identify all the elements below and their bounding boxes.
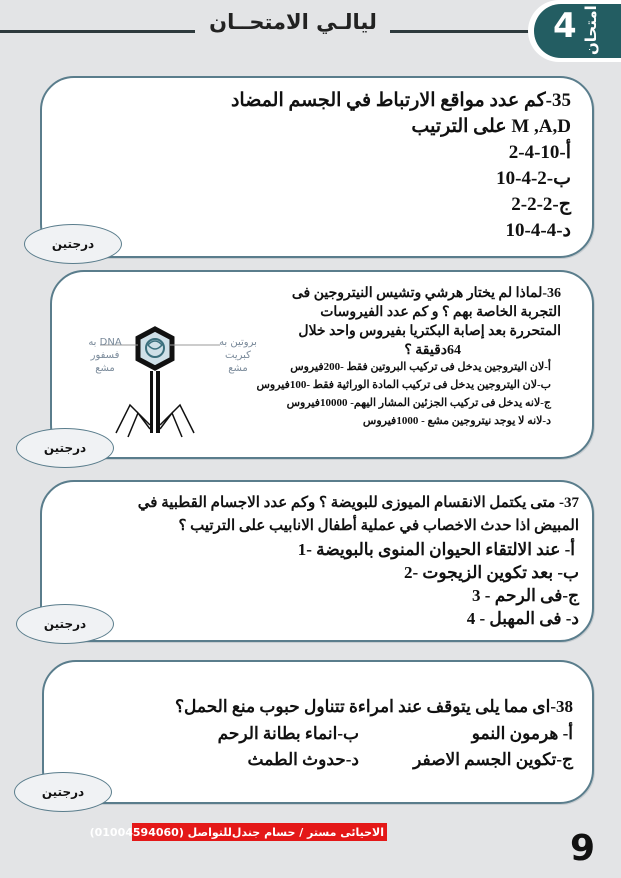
option-c[interactable]: ج-لانه يدخل فى تركيب الجزئين المشار اليهم- 10000فيروس [286, 397, 551, 409]
protein-label: بروتين به كبريت مشع [219, 337, 257, 374]
question-36-options [256, 358, 551, 430]
phage-tail-core [153, 371, 156, 433]
option-d[interactable]: د- فى المهبل - 4 [466, 609, 579, 628]
option-c[interactable]: ج-فى الرحم - 3 [472, 586, 579, 605]
option-c[interactable]: ج-تكوين الجسم الاصفر [413, 750, 573, 769]
option-c[interactable]: ج-2-2-2 [511, 194, 571, 215]
question-35-stem: 35-كم عدد مواقع الارتباط في الجسم المضاد [230, 90, 571, 111]
contact-info: للتواصل (01004594060) [89, 825, 232, 839]
marks-badge: درجتين [16, 428, 114, 468]
page-title: ليالـي الامتحــان [209, 10, 377, 34]
page-number: 9 [570, 828, 596, 869]
question-36-stem-2: التجربة الخاصة بهم ؟ و كم عدد الفيروسات [320, 305, 561, 320]
question-36-stem-4: 64دقيقة ؟ [404, 343, 461, 358]
option-b[interactable]: ب- بعد تكوين الزيجوت -2 [403, 563, 579, 582]
question-36-stem-3: المتحررة بعد إصابة البكتريا بفيروس واحد خلال [298, 324, 561, 339]
marks-badge: درجتين [14, 772, 112, 812]
header-rule-left [0, 30, 195, 33]
question-35 [231, 88, 571, 244]
author-banner [89, 823, 387, 841]
header-rule-right [390, 30, 530, 33]
option-d[interactable]: د-4-4-10 [505, 220, 571, 241]
question-37 [138, 492, 579, 630]
exam-number: 4 [553, 6, 577, 46]
question-37-stem: 37- متى يكتمل الانقسام الميوزى للبويضة ؟ وكم عدد الاجسام القطبية في [137, 495, 579, 511]
question-36 [292, 284, 561, 360]
question-36-stem: 36-لماذا لم يختار هرشي وتشيس النيتروجين فى [291, 286, 561, 301]
dna-label: DNA به فسفور مشع [88, 337, 122, 374]
question-35-stem-2: M ,A,D على الترتيب [411, 116, 571, 137]
option-d[interactable]: د-لانه لا يوجد نيتروجين مشع - 1000فيروس [362, 415, 551, 427]
question-38-stem: 38-اى مما يلى يتوقف عند امراءة تتناول حبوب منع الحمل؟ [174, 697, 573, 716]
option-a[interactable]: أ- هرمون النمو [471, 724, 573, 743]
option-b[interactable]: ب-لان اليتروجين يدخل فى تركيب المادة الوراثية فقط -100فيروس [256, 379, 551, 391]
marks-badge: درجتين [16, 604, 114, 644]
option-a[interactable]: أ-10-4-2 [508, 142, 571, 163]
option-d[interactable]: د-حدوث الطمث [247, 750, 359, 769]
phage-tail-fibers-left [116, 405, 150, 437]
question-37-stem-2: المبيض اذا حدث الاخصاب في عملية أطفال الانابيب على الترتيب ؟ [178, 518, 579, 534]
phage-tail-fibers-right [160, 405, 194, 437]
option-b[interactable]: ب-2-4-10 [496, 168, 571, 189]
marks-badge: درجتين [24, 224, 122, 264]
exam-label: امتحان [582, 5, 600, 55]
option-b[interactable]: ب-انماء بطانة الرحم [217, 724, 359, 743]
question-38 [175, 694, 573, 720]
author-name: الاحيائى مستر / حسام جندل [231, 825, 384, 839]
option-a[interactable]: أ-لان اليتروجين يدخل فى تركيب البروتين فقط -200فيروس [290, 361, 551, 373]
option-a[interactable]: أ- عند الالتقاء الحيوان المنوى بالبويضة -1 [297, 540, 575, 559]
